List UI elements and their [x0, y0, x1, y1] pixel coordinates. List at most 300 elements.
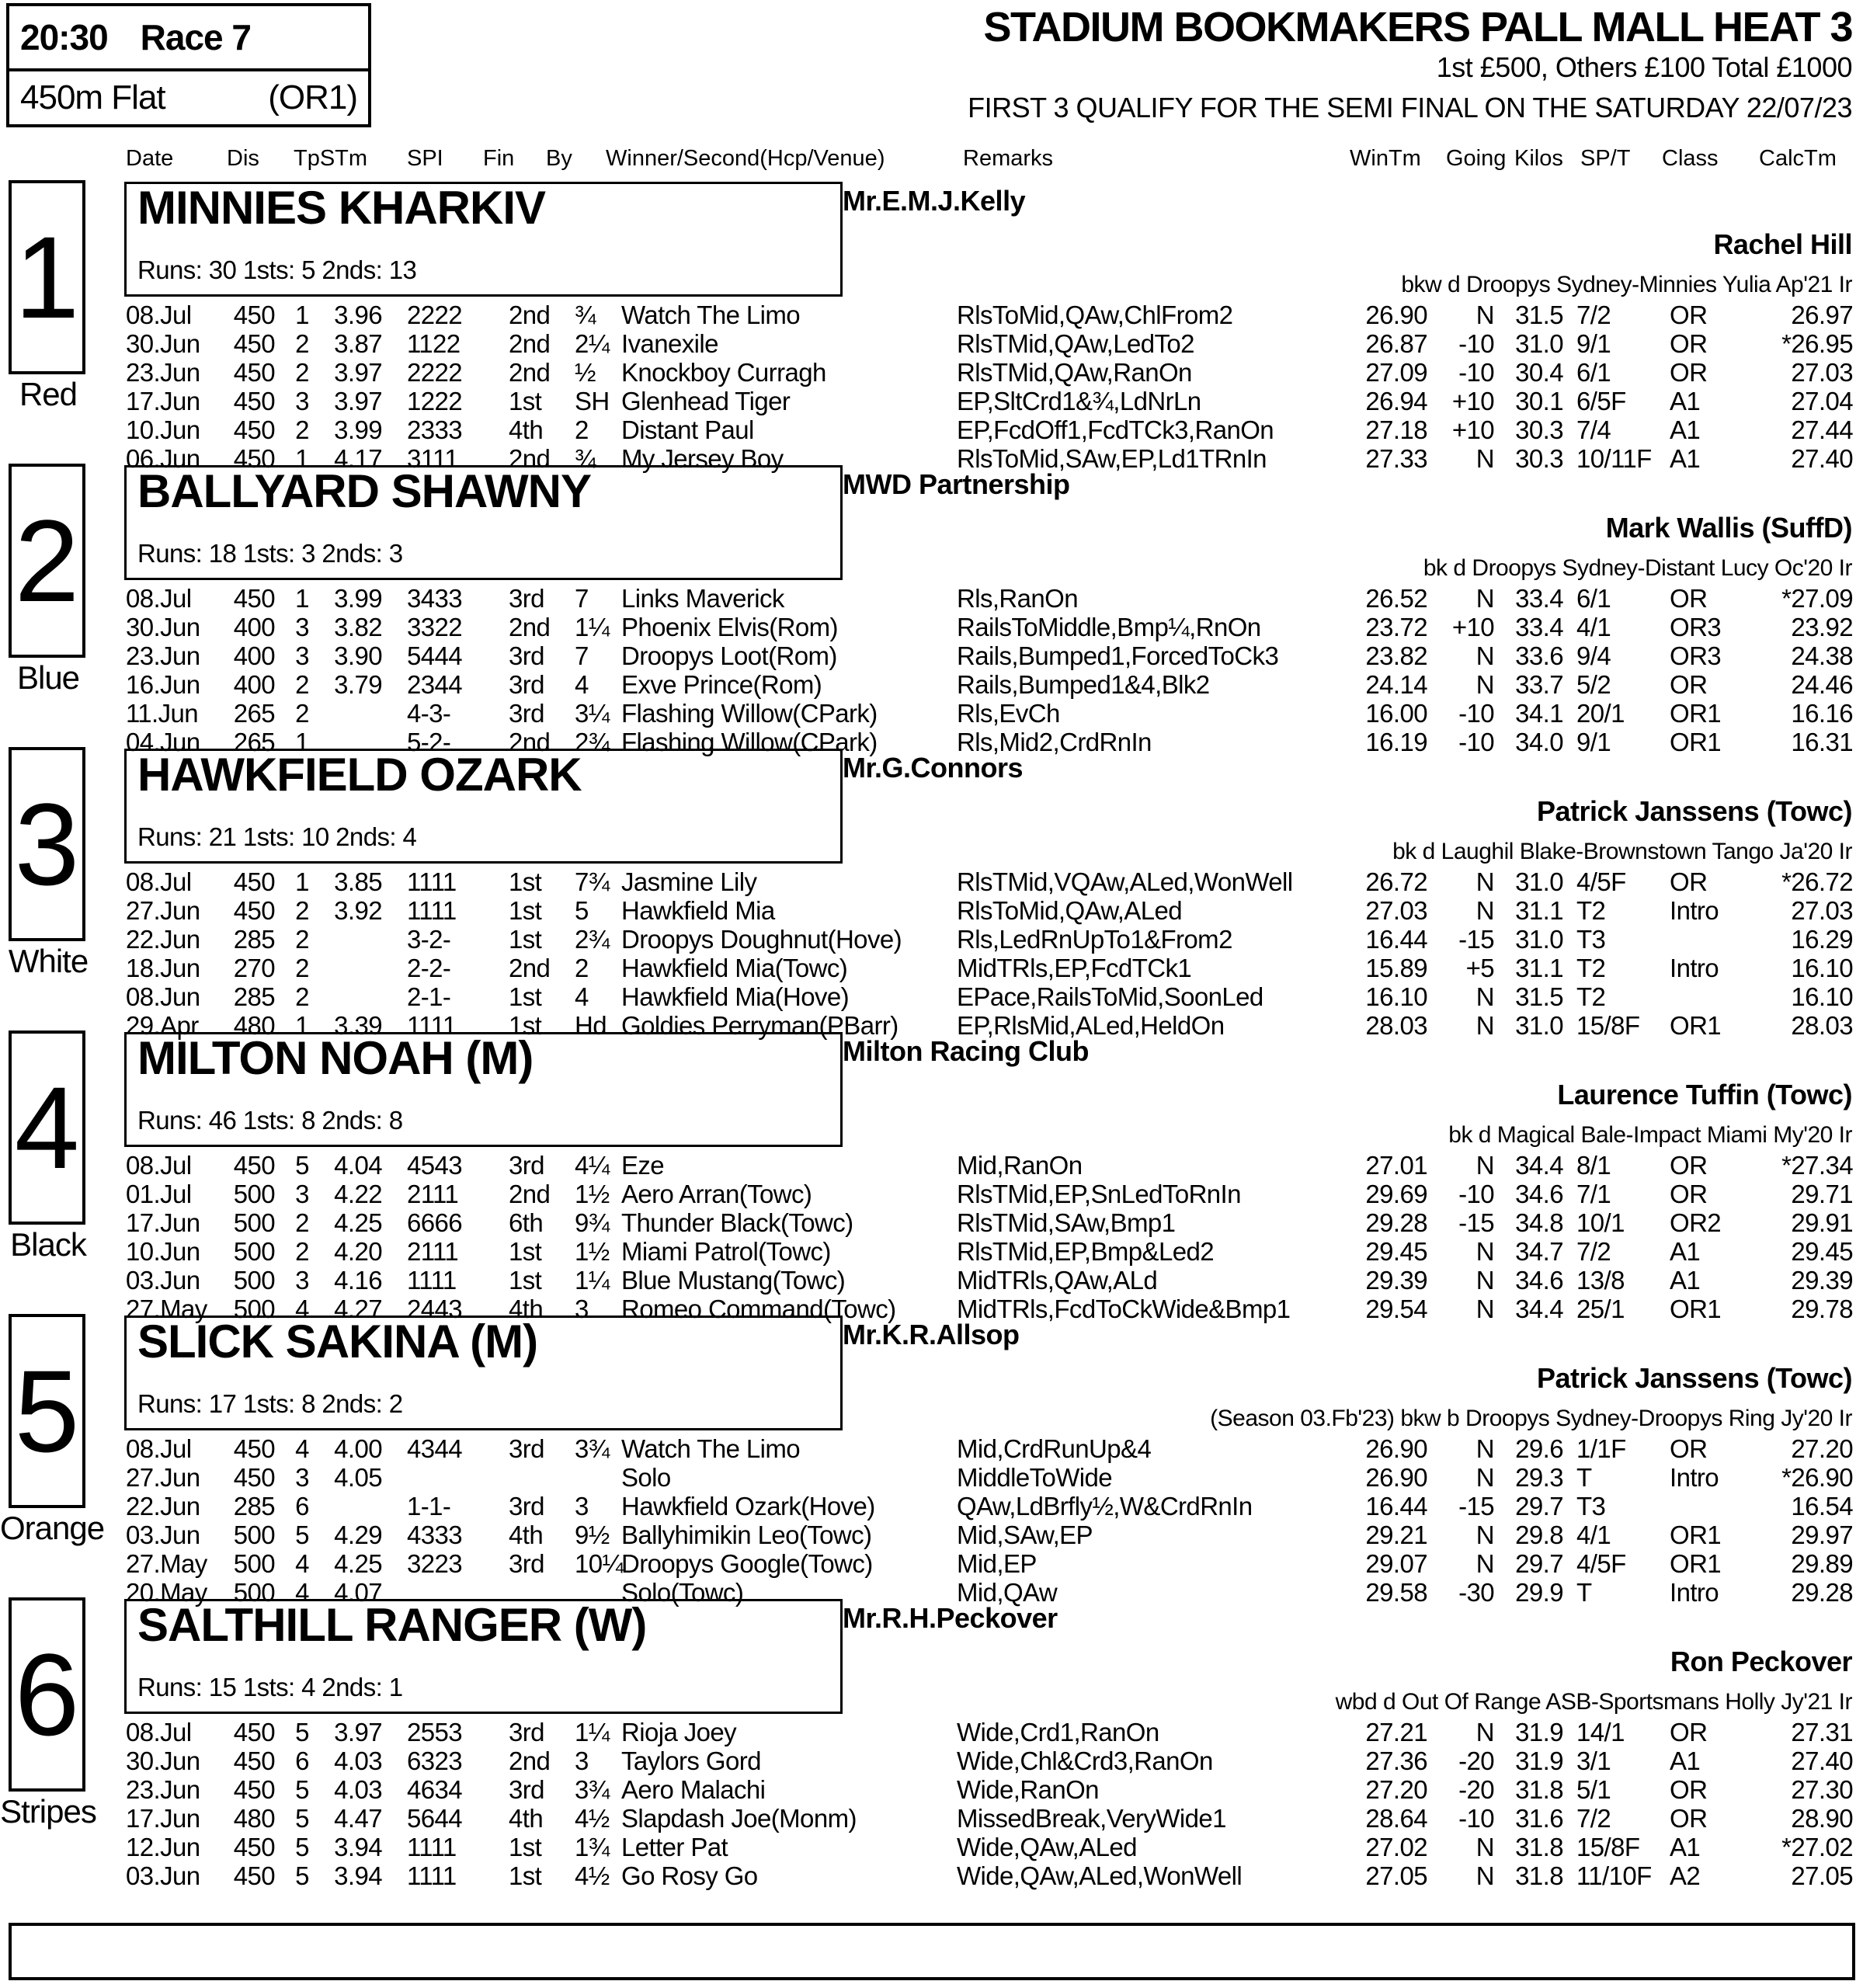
form-spi: 1111: [407, 1861, 457, 1890]
form-dis: 450: [233, 358, 275, 387]
form-by: 4¼: [575, 1151, 610, 1180]
form-remarks: MidTRls,FcdToCkWide&Bmp1: [957, 1295, 1291, 1323]
form-sectional: 4.20: [334, 1237, 382, 1266]
form-by: 1¼: [575, 613, 610, 641]
form-row: [0, 699, 1863, 728]
form-going: -15: [1458, 1492, 1494, 1521]
col-header-by: By: [546, 146, 572, 171]
form-spi: 1111: [407, 1266, 457, 1295]
form-by: 2¾: [575, 728, 610, 756]
form-going: N: [1475, 641, 1494, 670]
form-finish: 1st: [509, 387, 542, 415]
form-row: [0, 1746, 1863, 1775]
form-kilos: 29.6: [1515, 1434, 1563, 1463]
form-remarks: Mid,SAw,EP: [957, 1521, 1093, 1549]
dog-name: MINNIES KHARKIV: [137, 182, 546, 234]
form-calctime: 29.97: [1791, 1521, 1853, 1549]
form-row: [0, 670, 1863, 699]
form-class: OR1: [1670, 699, 1722, 728]
form-kilos: 30.3: [1515, 444, 1563, 473]
form-winner: My Jersey Boy: [621, 444, 784, 473]
form-date: 08.Jul: [126, 1434, 192, 1463]
form-date: 08.Jun: [126, 982, 200, 1011]
dog-name-box[interactable]: [124, 749, 843, 864]
form-date: 11.Jun: [126, 699, 199, 728]
dog-name-box[interactable]: [124, 465, 843, 580]
form-spi: 6666: [407, 1208, 463, 1237]
form-dis: 450: [233, 415, 275, 444]
form-remarks: RlsTMid,SAw,Bmp1: [957, 1208, 1176, 1237]
form-trap: 4: [295, 1434, 309, 1463]
form-by: 1½: [575, 1237, 610, 1266]
form-winner: Letter Pat: [621, 1833, 728, 1861]
dog-breeding: (Season 03.Fb'23) bkw b Droopys Sydney-Droopys Ring Jy'20 Ir: [1210, 1406, 1852, 1431]
form-winner: Exve Prince(Rom): [621, 670, 822, 699]
form-sp: 7/2: [1576, 1237, 1611, 1266]
form-row: [0, 1237, 1863, 1266]
form-going: N: [1475, 896, 1494, 925]
dog-run-stats: Runs: 46 1sts: 8 2nds: 8: [137, 1106, 403, 1135]
form-date: 03.Jun: [126, 1266, 200, 1295]
form-row: [0, 1861, 1863, 1890]
form-date: 22.Jun: [126, 1492, 200, 1521]
form-finish: 1st: [509, 925, 542, 954]
form-trap: 3: [295, 1180, 309, 1208]
form-winner: Solo(Towc): [621, 1578, 744, 1607]
form-kilos: 34.6: [1515, 1266, 1563, 1295]
form-finish: 2nd: [509, 301, 551, 329]
form-by: 9¾: [575, 1208, 610, 1237]
form-going: +10: [1451, 387, 1494, 415]
trap-colour: Orange: [0, 1510, 105, 1546]
form-sp: 5/2: [1576, 670, 1611, 699]
form-remarks: Rls,LedRnUpTo1&From2: [957, 925, 1232, 954]
form-finish: 3rd: [509, 1492, 544, 1521]
form-going: -15: [1458, 925, 1494, 954]
form-trap: 2: [295, 415, 309, 444]
form-row: [0, 954, 1863, 982]
form-finish: 1st: [509, 896, 542, 925]
form-trap: 3: [295, 1266, 309, 1295]
form-row: [0, 1775, 1863, 1804]
trap-colour: White: [8, 943, 89, 979]
form-class: Intro: [1670, 896, 1719, 925]
form-dis: 480: [233, 1011, 275, 1040]
form-kilos: 31.6: [1515, 1804, 1563, 1833]
form-class: Intro: [1670, 1463, 1719, 1492]
form-row: [0, 641, 1863, 670]
form-dis: 500: [233, 1521, 275, 1549]
col-header-remarks: Remarks: [963, 146, 1054, 171]
form-by: 10¼: [575, 1549, 624, 1578]
form-sp: 6/5F: [1576, 387, 1626, 415]
form-by: 7¾: [575, 867, 610, 896]
form-class: A1: [1670, 1746, 1701, 1775]
form-trap: 2: [295, 699, 309, 728]
dog-name-box[interactable]: [124, 182, 843, 297]
form-calctime: 27.20: [1791, 1434, 1853, 1463]
form-sectional: 3.90: [334, 641, 382, 670]
form-dis: 500: [233, 1549, 275, 1578]
form-going: N: [1475, 1549, 1494, 1578]
form-class: OR1: [1670, 1549, 1722, 1578]
form-trap: 2: [295, 329, 309, 358]
form-finish: 4th: [509, 1804, 544, 1833]
form-row: [0, 1463, 1863, 1492]
form-dis: 450: [233, 1833, 275, 1861]
form-winner: Flashing Willow(CPark): [621, 728, 878, 756]
form-trap: 2: [295, 358, 309, 387]
form-going: N: [1475, 1718, 1494, 1746]
form-winner: Ivanexile: [621, 329, 718, 358]
form-remarks: EP,FcdOff1,FcdTCk3,RanOn: [957, 415, 1274, 444]
form-dis: 500: [233, 1578, 275, 1607]
form-row: [0, 1151, 1863, 1180]
form-dis: 450: [233, 896, 275, 925]
form-sp: 7/4: [1576, 415, 1611, 444]
race-info-box: [6, 3, 371, 127]
form-date: 08.Jul: [126, 1718, 192, 1746]
form-spi: 5444: [407, 641, 463, 670]
form-kilos: 31.0: [1515, 1011, 1563, 1040]
form-going: N: [1475, 1011, 1494, 1040]
dog-name: MILTON NOAH (M): [137, 1032, 534, 1084]
form-sectional: 3.97: [334, 1718, 382, 1746]
form-sectional: 4.25: [334, 1549, 382, 1578]
form-trap: 5: [295, 1718, 309, 1746]
form-class: OR: [1670, 584, 1708, 613]
form-sectional: 4.25: [334, 1208, 382, 1237]
form-by: 1¼: [575, 1718, 610, 1746]
form-trap: 1: [295, 1011, 309, 1040]
form-remarks: Rls,Mid2,CrdRnIn: [957, 728, 1152, 756]
form-wintime: 29.21: [1365, 1521, 1427, 1549]
form-date: 10.Jun: [126, 1237, 200, 1266]
form-class: OR: [1670, 867, 1708, 896]
form-remarks: Wide,Crd1,RanOn: [957, 1718, 1159, 1746]
form-class: OR1: [1670, 728, 1722, 756]
form-wintime: 26.94: [1365, 387, 1427, 415]
form-calctime: 29.91: [1791, 1208, 1853, 1237]
form-trap: 2: [295, 896, 309, 925]
form-remarks: EP,SltCrd1&¾,LdNrLn: [957, 387, 1201, 415]
form-remarks: RlsTMid,QAw,RanOn: [957, 358, 1192, 387]
form-winner: Links Maverick: [621, 584, 784, 613]
form-dis: 480: [233, 1804, 275, 1833]
form-sp: 20/1: [1576, 699, 1625, 728]
trap-number: 3: [14, 779, 80, 909]
form-row: [0, 1804, 1863, 1833]
form-class: OR2: [1670, 1208, 1722, 1237]
form-going: -15: [1458, 1208, 1494, 1237]
form-date: 08.Jul: [126, 1151, 192, 1180]
form-winner: Droopys Loot(Rom): [621, 641, 837, 670]
form-calctime: 16.54: [1791, 1492, 1853, 1521]
form-calctime: 27.05: [1791, 1861, 1853, 1890]
form-trap: 1: [295, 444, 309, 473]
form-going: -10: [1458, 358, 1494, 387]
form-date: 29.Apr: [126, 1011, 199, 1040]
form-remarks: RlsToMid,QAw,ChlFrom2: [957, 301, 1233, 329]
trap-colour: Stripes: [0, 1793, 96, 1830]
form-by: 7: [575, 641, 589, 670]
form-class: OR: [1670, 1775, 1708, 1804]
form-calctime: 24.46: [1791, 670, 1853, 699]
form-remarks: RlsTMid,QAw,LedTo2: [957, 329, 1194, 358]
form-winner: Thunder Black(Towc): [621, 1208, 853, 1237]
form-sectional: 3.85: [334, 867, 382, 896]
form-finish: 2nd: [509, 1746, 551, 1775]
form-going: N: [1475, 1521, 1494, 1549]
form-kilos: 29.7: [1515, 1492, 1563, 1521]
form-winner: Glenhead Tiger: [621, 387, 791, 415]
form-by: 1½: [575, 1180, 610, 1208]
form-date: 03.Jun: [126, 1861, 200, 1890]
form-class: OR3: [1670, 641, 1722, 670]
form-row: [0, 1521, 1863, 1549]
form-winner: Aero Malachi: [621, 1775, 766, 1804]
form-remarks: MidTRls,EP,FcdTCk1: [957, 954, 1192, 982]
form-dis: 500: [233, 1266, 275, 1295]
form-dis: 265: [233, 728, 275, 756]
form-trap: 1: [295, 867, 309, 896]
form-wintime: 29.69: [1365, 1180, 1427, 1208]
form-by: SH: [575, 387, 610, 415]
form-wintime: 28.03: [1365, 1011, 1427, 1040]
form-sectional: 4.04: [334, 1151, 382, 1180]
form-wintime: 27.20: [1365, 1775, 1427, 1804]
form-kilos: 34.7: [1515, 1237, 1563, 1266]
form-calctime: 29.78: [1791, 1295, 1853, 1323]
form-sp: 8/1: [1576, 1151, 1611, 1180]
form-wintime: 27.18: [1365, 415, 1427, 444]
form-row: [0, 1180, 1863, 1208]
form-sp: 10/11F: [1576, 444, 1652, 473]
form-sp: T: [1576, 1463, 1592, 1492]
race-title: STADIUM BOOKMAKERS PALL MALL HEAT 3: [983, 4, 1852, 50]
form-dis: 285: [233, 1492, 275, 1521]
form-calctime: 27.03: [1791, 896, 1853, 925]
form-sp: 6/1: [1576, 358, 1611, 387]
form-wintime: 16.44: [1365, 1492, 1427, 1521]
form-spi: 1111: [407, 867, 457, 896]
form-row: [0, 415, 1863, 444]
form-class: A2: [1670, 1861, 1701, 1890]
form-going: N: [1475, 982, 1494, 1011]
form-going: -30: [1458, 1578, 1494, 1607]
form-remarks: MidTRls,QAw,ALd: [957, 1266, 1158, 1295]
form-remarks: RlsToMid,SAw,EP,Ld1TRnIn: [957, 444, 1267, 473]
form-date: 06.Jun: [126, 444, 200, 473]
form-remarks: RlsTMid,VQAw,ALed,WonWell: [957, 867, 1293, 896]
form-finish: 4th: [509, 415, 544, 444]
form-row: [0, 896, 1863, 925]
form-class: OR: [1670, 1718, 1708, 1746]
form-date: 10.Jun: [126, 415, 200, 444]
form-remarks: Rails,Bumped1,ForcedToCk3: [957, 641, 1279, 670]
form-sectional: 3.92: [334, 896, 382, 925]
form-sp: T3: [1576, 1492, 1606, 1521]
form-spi: 1122: [407, 329, 461, 358]
form-spi: 1111: [407, 896, 457, 925]
form-row: [0, 358, 1863, 387]
form-spi: 3433: [407, 584, 463, 613]
form-table: [0, 584, 1863, 756]
form-sp: 10/1: [1576, 1208, 1625, 1237]
form-remarks: RlsTMid,EP,SnLedToRnIn: [957, 1180, 1241, 1208]
form-going: +5: [1465, 954, 1494, 982]
form-dis: 450: [233, 387, 275, 415]
form-trap: 5: [295, 1833, 309, 1861]
form-winner: Watch The Limo: [621, 301, 801, 329]
form-class: A1: [1670, 415, 1701, 444]
form-calctime: 23.92: [1791, 613, 1853, 641]
form-row: [0, 925, 1863, 954]
form-dis: 500: [233, 1208, 275, 1237]
form-going: N: [1475, 867, 1494, 896]
form-spi: 4634: [407, 1775, 463, 1804]
form-date: 23.Jun: [126, 641, 200, 670]
form-remarks: RlsTMid,EP,Bmp&Led2: [957, 1237, 1214, 1266]
form-row: [0, 1833, 1863, 1861]
form-date: 30.Jun: [126, 1746, 200, 1775]
race-qualification-note: FIRST 3 QUALIFY FOR THE SEMI FINAL ON THE SATURDAY 22/07/23: [968, 92, 1852, 123]
form-winner: Flashing Willow(CPark): [621, 699, 878, 728]
form-trap: 1: [295, 728, 309, 756]
form-finish: 2nd: [509, 613, 551, 641]
form-wintime: 27.36: [1365, 1746, 1427, 1775]
form-remarks: Mid,EP: [957, 1549, 1037, 1578]
form-kilos: 34.8: [1515, 1208, 1563, 1237]
form-winner: Solo: [621, 1463, 671, 1492]
form-spi: 5644: [407, 1804, 463, 1833]
form-calctime: 29.28: [1791, 1578, 1853, 1607]
form-date: 17.Jun: [126, 1804, 200, 1833]
form-remarks: Mid,QAw: [957, 1578, 1058, 1607]
form-trap: 2: [295, 925, 309, 954]
form-calctime: 27.04: [1791, 387, 1853, 415]
trap-number: 6: [14, 1629, 80, 1760]
form-row: [0, 613, 1863, 641]
form-remarks: EPace,RailsToMid,SoonLed: [957, 982, 1263, 1011]
form-date: 30.Jun: [126, 613, 200, 641]
column-header-row: [0, 146, 1863, 172]
form-trap: 3: [295, 613, 309, 641]
form-class: OR: [1670, 1180, 1708, 1208]
form-row: [0, 1718, 1863, 1746]
form-trap: 5: [295, 1151, 309, 1180]
form-sectional: 3.94: [334, 1861, 382, 1890]
form-sp: 4/5F: [1576, 867, 1626, 896]
form-going: N: [1475, 1833, 1494, 1861]
form-dis: 450: [233, 867, 275, 896]
form-date: 12.Jun: [126, 1833, 200, 1861]
form-spi: 1222: [407, 387, 463, 415]
form-date: 27.May: [126, 1549, 207, 1578]
form-class: OR: [1670, 1804, 1708, 1833]
form-calctime: 16.10: [1791, 982, 1853, 1011]
form-sp: 11/10F: [1576, 1861, 1652, 1890]
form-trap: 3: [295, 1463, 309, 1492]
form-finish: 2nd: [509, 1180, 551, 1208]
form-by: 2: [575, 954, 589, 982]
form-class: A1: [1670, 1833, 1701, 1861]
form-spi: 2222: [407, 358, 463, 387]
form-kilos: 31.8: [1515, 1775, 1563, 1804]
form-calctime: 16.31: [1791, 728, 1853, 756]
form-remarks: Rls,EvCh: [957, 699, 1060, 728]
dog-name-box[interactable]: [124, 1032, 843, 1147]
form-dis: 450: [233, 301, 275, 329]
form-calctime: 29.39: [1791, 1266, 1853, 1295]
trap-number: 2: [14, 495, 80, 626]
form-finish: 3rd: [509, 1434, 544, 1463]
form-dis: 450: [233, 584, 275, 613]
form-finish: 2nd: [509, 444, 551, 473]
form-kilos: 34.4: [1515, 1295, 1563, 1323]
form-kilos: 34.1: [1515, 699, 1563, 728]
form-class: OR3: [1670, 613, 1722, 641]
form-class: A1: [1670, 1237, 1701, 1266]
form-calctime: *26.95: [1781, 329, 1853, 358]
dog-owner: Mr.R.H.Peckover: [843, 1602, 1058, 1634]
form-going: N: [1475, 1463, 1494, 1492]
form-going: N: [1475, 301, 1494, 329]
form-kilos: 31.0: [1515, 925, 1563, 954]
form-date: 01.Jul: [126, 1180, 192, 1208]
form-by: 3¾: [575, 1434, 610, 1463]
form-going: N: [1475, 1237, 1494, 1266]
form-by: 2: [575, 415, 589, 444]
dog-breeding: bk d Magical Bale-Impact Miami My'20 Ir: [1448, 1122, 1852, 1148]
form-row: [0, 982, 1863, 1011]
form-going: N: [1475, 444, 1494, 473]
form-winner: Droopys Doughnut(Hove): [621, 925, 902, 954]
form-row: [0, 584, 1863, 613]
form-wintime: 27.01: [1365, 1151, 1427, 1180]
form-kilos: 30.1: [1515, 387, 1563, 415]
form-remarks: MiddleToWide: [957, 1463, 1113, 1492]
form-dis: 450: [233, 1463, 275, 1492]
dog-name: SLICK SAKINA (M): [137, 1315, 538, 1368]
form-wintime: 16.19: [1365, 728, 1427, 756]
form-remarks: QAw,LdBrfly½,W&CrdRnIn: [957, 1492, 1253, 1521]
form-by: 3¼: [575, 699, 610, 728]
form-remarks: RailsToMiddle,Bmp¼,RnOn: [957, 613, 1261, 641]
form-kilos: 33.7: [1515, 670, 1563, 699]
form-wintime: 27.21: [1365, 1718, 1427, 1746]
form-calctime: *27.09: [1781, 584, 1853, 613]
form-spi: 3322: [407, 613, 463, 641]
form-remarks: Mid,RanOn: [957, 1151, 1083, 1180]
dog-run-stats: Runs: 18 1sts: 3 2nds: 3: [137, 539, 403, 568]
form-winner: Jasmine Lily: [621, 867, 757, 896]
form-kilos: 31.9: [1515, 1746, 1563, 1775]
dog-name-box[interactable]: [124, 1315, 843, 1430]
col-header-winner: Winner/Second(Hcp/Venue): [606, 146, 885, 171]
form-table: [0, 1718, 1863, 1890]
race-prize-money: 1st £500, Others £100 Total £1000: [1436, 51, 1852, 83]
form-kilos: 33.4: [1515, 613, 1563, 641]
form-sectional: 4.03: [334, 1775, 382, 1804]
form-calctime: 29.71: [1791, 1180, 1853, 1208]
form-wintime: 23.82: [1365, 641, 1427, 670]
dog-name-box[interactable]: [124, 1599, 843, 1714]
col-header-wintm: WinTm: [1350, 146, 1421, 171]
form-trap: 5: [295, 1804, 309, 1833]
form-by: 4: [575, 670, 589, 699]
form-class: OR: [1670, 670, 1708, 699]
